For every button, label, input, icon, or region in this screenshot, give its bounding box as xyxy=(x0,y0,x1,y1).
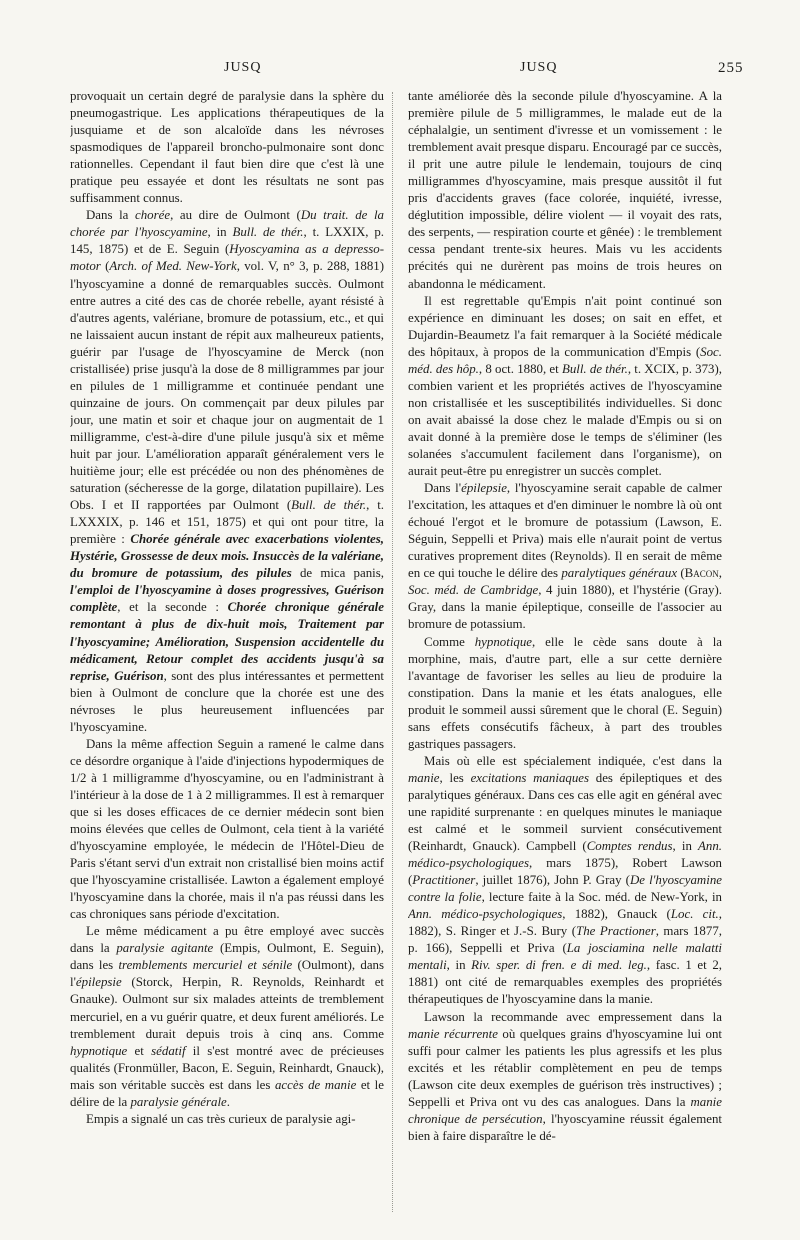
paragraph: Il est regrettable qu'Empis n'ait point continué son expérience en diminuant les doses; on sait en effet, et Dujardin-Beaumetz l'a fait remarquer à la Société médicale des hôpitaux, à propos de la communication d'Empis (Soc. méd. des hôp., 8 oct. 1880, et Bull. de thér., t. XCIX, p. 373), combien varient et les propriétés actives de l'hyoscyamine non cristallisée et les susceptibilités individuelles. Si donc on avait abaissé la dose chez le malade d'Empis ou si on avait donné à la première dose le temps de s'éliminer (les solanées s'accumulent facilement dans l'organisme), on aurait peut-être pu enregistrer un succès complet. xyxy=(408,293,722,479)
running-header xyxy=(0,60,800,84)
paragraph-epilepsy: Dans l'épilepsie, l'hyoscyamine serait capable de calmer l'excitation, les attaques et d'en diminuer le nombre là où ont échoué l'ergot et le bromure de potassium (Lawson, E. Séguin, Seppelli et Priva) mais elle n'aurait point de vertus curatives proprement dites (Reynolds). Il en serait de même en ce qui touche le délire des paralytiques généraux (Bacon, Soc. méd. de Cambridge, 4 juin 1880), et l'hystérie (Gray). Gray, dans la manie épileptique, conseille de l'associer au bromure de potassium. xyxy=(408,481,722,632)
left-column xyxy=(70,88,384,1218)
paragraph-hypnotic: Comme hypnotique, elle le cède sans doute à la morphine, mais, d'autre part, elle a sur cette dernière l'avantage de favoriser les selles au lieu de produire la constipation. Dans la manie et les états analogues, elle produit le sommeil aussi sûrement que le choral (E. Seguin) sans effets consécutifs fâcheux, à part des troubles gastriques passagers. xyxy=(408,634,722,751)
paragraph-lawson: Lawson la recommande avec empressement dans la manie récurrente où quelques grains d'hyoscyamine lui ont suffi pour calmer les patients les plus agressifs et les plus excités et les rétablir complètement en peu de temps (Lawson cite deux exemples de guérison très instructives) ; Seppelli et Priva ont vu des cas analogues. Dans la manie chronique de persécution, l'hyoscyamine réussit également bien à faire disparaître le dé- xyxy=(408,1009,722,1143)
paragraph: provoquait un certain degré de paralysie dans la sphère du pneumogastrique. Les applications thérapeutiques de la jusquiame et de son alcaloïde dans les névroses spasmodiques de l'appareil broncho-pulmonaire sont donc rationnelles. Cependant il faut bien dire que c'est là une pratique peu essayée et dont les résultats ne sont pas suffisamment connus. xyxy=(70,89,384,206)
paragraph-other-uses: Le même médicament a pu être employé avec succès dans la paralysie agitante (Empis, Oulmont, E. Seguin), dans les tremblements mercuriel et sénile (Oulmont), dans l'épilepsie (Storck, Herpin, R. Reynolds, Reinhardt et Gnauke). Oulmont sur six malades atteints de tremblement mercuriel, en a vu guérir quatre, et deux furent améliorés. Le tremblement durait depuis trois à cinq ans. Comme hypnotique et sédatif il s'est montré avec de précieuses qualités (Fronmüller, Bacon, E. Seguin, Reinhardt, Gnauck), mais son véritable succès est dans les accès de manie et le délire de la paralysie générale. xyxy=(70,924,384,1109)
paragraph-mania: Mais où elle est spécialement indiquée, c'est dans la manie, les excitations maniaques des épileptiques et des paralytiques généraux. Dans ces cas elle agit en général avec une rapidité surprenante : en quelques minutes le maniaque est calmé et le sommeil survient consécutivement (Reinhardt, Gnauck). Campbell (Comptes rendus, in Ann. médico-psychologiques, mars 1875), Robert Lawson (Practitioner, juillet 1876), John P. Gray (De l'hyoscyamine contre la folie, lecture faite à la Soc. méd. de New-York, in Ann. médico-psychologiques, 1882), Gnauck (Loc. cit., 1882), S. Ringer et J.-S. Bury (The Practioner, mars 1877, p. 166), Seppelli et Priva (La josciamina nelle malatti mentali, in Riv. sper. di fren. e di med. leg., fasc. 1 et 2, 1881) ont cité de remarquables exemples des propriétés thérapeutiques de l'hyoscyamine dans la manie. xyxy=(408,753,722,1007)
paragraph: Empis a signalé un cas très curieux de paralysie agi- xyxy=(86,1111,356,1126)
paragraph: Dans la même affection Seguin a ramené le calme dans ce désordre organique à l'aide d'injections hypodermiques de 1/2 à 1 milligramme d'hyoscyamine, ou en l'administrant à l'intérieur à la dose de 1 à 2 milligrammes. Il est à remarquer que si les doses efficaces de ce dernier médecin sont bien moins élevées que celles de Oulmont, cela tient à la variété d'hyoscyamine employée, le médecin de l'Hôtel-Dieu de Paris s'étant servi d'un extrait non cristallisé bien moins actif que l'hyoscyamine cristallisée. Lawton a également employé l'hyoscyamine dans la chorée, mais il n'a pas réussi dans les cas chroniques sans période d'excitation. xyxy=(70,736,384,922)
right-column xyxy=(408,88,722,1218)
left-running-head: JUSQ xyxy=(224,60,262,75)
page-number: 255 xyxy=(718,60,744,76)
paragraph-chorea: Dans la chorée, au dire de Oulmont (Du trait. de la chorée par l'hyoscyamine, in Bull. de thér., t. LXXIX, p. 145, 1875) et de E. Seguin (Hyoscyamina as a depresso-motor (Arch. of Med. New-York, vol. V, n° 3, p. 288, 1881) l'hyoscyamine a donné de remarquables succès. Oulmont entre autres a cité des cas de chorée rebelle, ayant résisté à d'autres agents, valériane, bromure de potassium, etc., et qui ne laissaient aucun instant de répit aux malheureux patients, guérir par l'usage de l'hyoscyamine de Merck (non cristallisée) prise jusqu'à la dose de 8 milligrammes par jour en pilules de 1 milligramme et continuée pendant une quinzaine de jours. On commençait par deux pilules par jour, une matin et soir et chaque jour on augmentait de 1 milligramme, c'est-à-dire d'une pilule jusqu'à six et même huit par jour. L'amélioration apparaît généralement vers le huitième jour; elle est précédée ou non des phénomènes de saturation (sécheresse de la gorge, dilatation pupillaire). Les Obs. I et II rapportées par Oulmont (Bull. de thér., t. LXXXIX, p. 146 et 151, 1875) et qui ont pour titre, la première : Chorée générale avec exacerbations violentes, Hystérie, Grossesse de deux mois. Insuccès de la valériane, du bromure de potassium, des pilules de mica panis, l'emploi de l'hyoscyamine à doses progressives, Guérison complète, et la seconde : Chorée chronique générale remontant à plus de dix-huit mois, Traitement par l'hyoscyamine; Amélioration, Suspension accidentelle du médicament, Retour complet des accidents jusqu'à sa reprise, Guérison, sont des plus intéressantes et permettent bien à Oulmont de conclure que la chorée est une des névroses le plus heureusement influencées par l'hyoscyamine. xyxy=(70,208,384,734)
paragraph: tante améliorée dès la seconde pilule d'hyoscyamine. A la première pilule de 5 milligrammes, le malade eut de la céphalalgie, un sentiment d'ivresse et un vomissement : le tremblement avait presque disparu. Encouragé par ce succès, il prit une autre pilule le lendemain, toujours de cinq milligrammes d'hyoscyamine, mais presque aussitôt il fut pris d'accidents graves (face colorée, inquiété, ivresse, déglutition impossible, délire violent — il voyait des rats, des serpents, — respiration courte et gênée) : le tremblement cessa pendant trente-six heures. Mais vu les accidents précités qui ne durèrent pas moins de trois heures on abandonna le médicament. xyxy=(408,89,722,291)
right-running-head: JUSQ xyxy=(520,60,558,75)
column-divider xyxy=(392,92,393,1212)
